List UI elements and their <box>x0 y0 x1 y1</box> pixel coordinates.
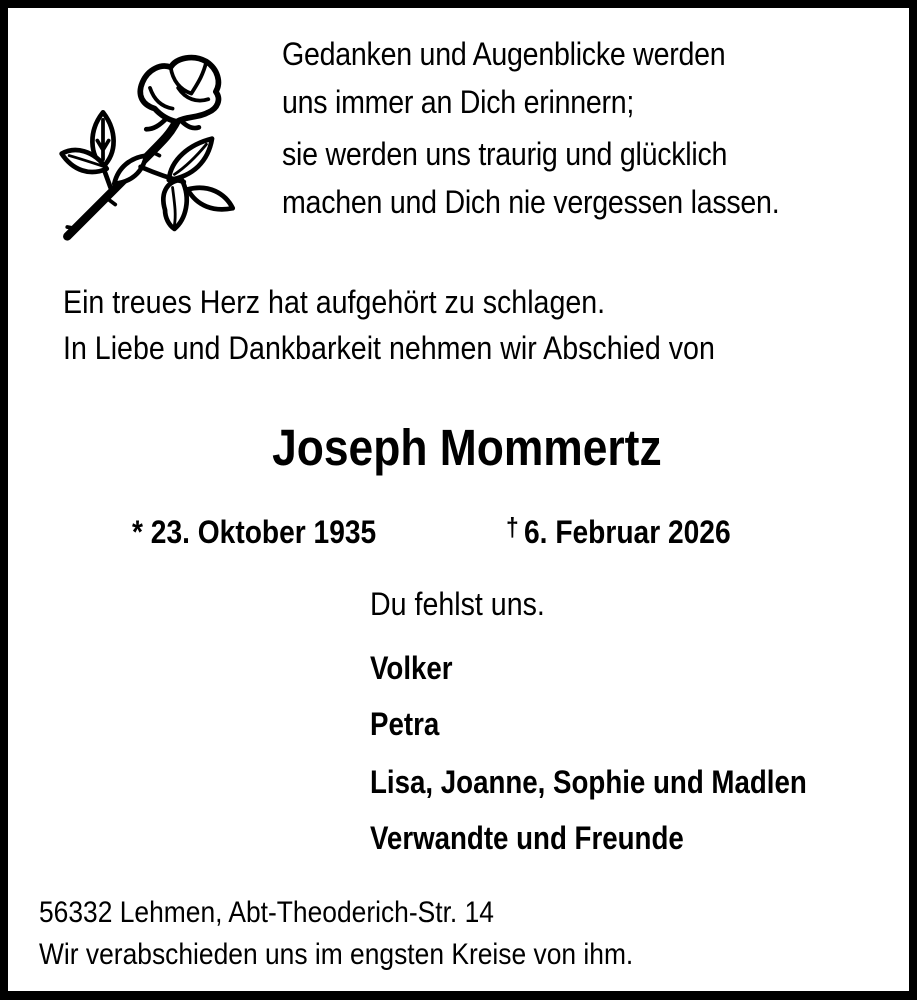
dagger-icon: † <box>506 512 519 542</box>
poem-line: uns immer an Dich erinnern; <box>282 84 635 120</box>
funeral-note: Wir verabschieden uns im engsten Kreise von ihm. <box>39 938 634 971</box>
birth-date <box>132 514 376 551</box>
birth-symbol: * <box>132 514 143 550</box>
intro-line: Ein treues Herz hat aufgehört zu schlagen. <box>63 284 606 320</box>
intro-line: In Liebe und Dankbarkeit nehmen wir Abschied von <box>63 330 715 366</box>
rose-icon <box>56 46 244 252</box>
mourner: Petra <box>370 706 440 742</box>
mourner: Volker <box>370 650 453 686</box>
address: 56332 Lehmen, Abt-Theoderich-Str. 14 <box>39 896 494 929</box>
poem-line: Gedanken und Augenblicke werden <box>282 36 726 72</box>
poem-line: machen und Dich nie vergessen lassen. <box>282 184 780 220</box>
mourner: Verwandte und Freunde <box>370 820 684 856</box>
poem-line: sie werden uns traurig und glücklich <box>282 136 728 172</box>
death-date-text: 6. Februar 2026 <box>524 514 731 550</box>
farewell-line: Du fehlst uns. <box>370 586 545 622</box>
mourner: Lisa, Joanne, Sophie und Madlen <box>370 764 807 800</box>
birth-date-text: 23. Oktober 1935 <box>150 514 377 550</box>
deceased-name: Joseph Mommertz <box>271 419 662 476</box>
death-date <box>506 514 731 551</box>
